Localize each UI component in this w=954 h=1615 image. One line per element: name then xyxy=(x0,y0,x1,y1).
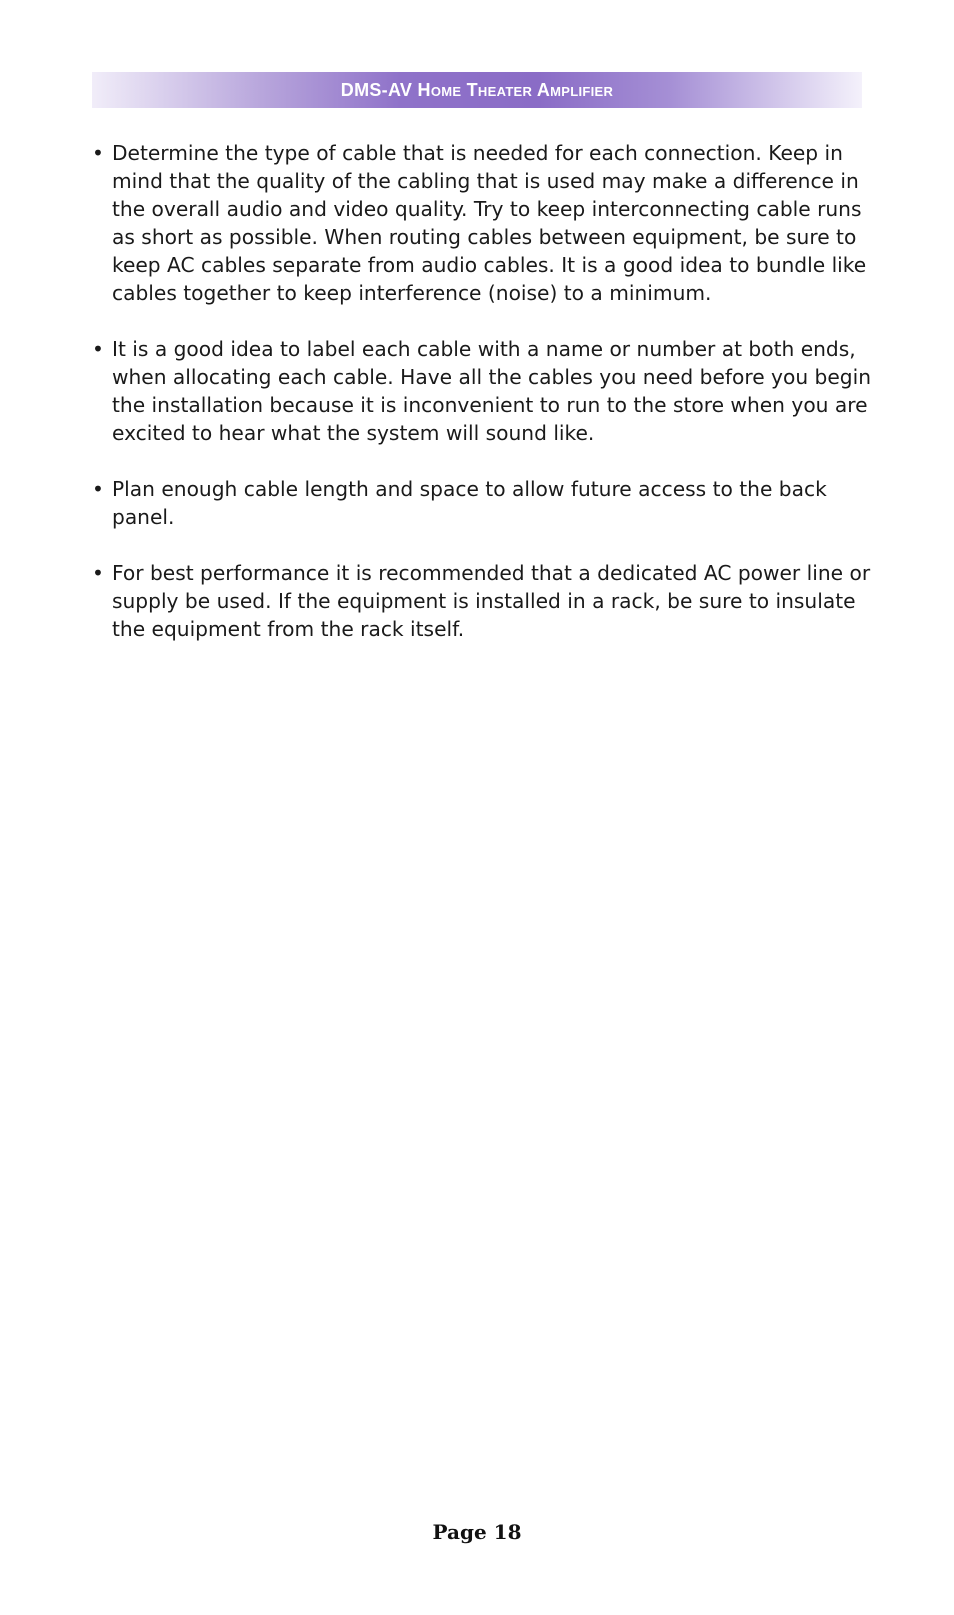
page-header-title: DMS-AV Home Theater Amplifier xyxy=(340,80,614,100)
bullet-icon: • xyxy=(92,561,104,585)
bullet-icon: • xyxy=(92,477,104,501)
list-item xyxy=(92,335,872,447)
page-number: Page 18 xyxy=(432,1520,522,1544)
list-item-text: It is a good idea to label each cable with a name or number at both ends, when allocating each cable. Have all the cables you need before you begin the installation because it is inconvenient to run to the store when you are excited to hear what the system will sound like. xyxy=(112,337,872,445)
list-item-text: Determine the type of cable that is needed for each connection. Keep in mind that the quality of the cabling that is used may make a difference in the overall audio and video quality. Try to keep interconnecting cable runs as short as possible. When routing cables between equipment, be sure to keep AC cables separate from audio cables. It is a good idea to bundle like cables together to keep interference (noise) to a minimum. xyxy=(112,141,867,305)
list-item-text: For best performance it is recommended that a dedicated AC power line or supply be used. If the equipment is installed in a rack, be sure to insulate the equipment from the rack itself. xyxy=(112,561,871,641)
bullet-icon: • xyxy=(92,141,104,165)
list-item xyxy=(92,559,872,643)
list-item-text: Plan enough cable length and space to allow future access to the back panel. xyxy=(112,477,827,529)
header-band xyxy=(92,72,862,108)
list-item xyxy=(92,475,872,531)
bullet-list xyxy=(92,139,872,671)
bullet-icon: • xyxy=(92,337,104,361)
list-item xyxy=(92,139,872,307)
